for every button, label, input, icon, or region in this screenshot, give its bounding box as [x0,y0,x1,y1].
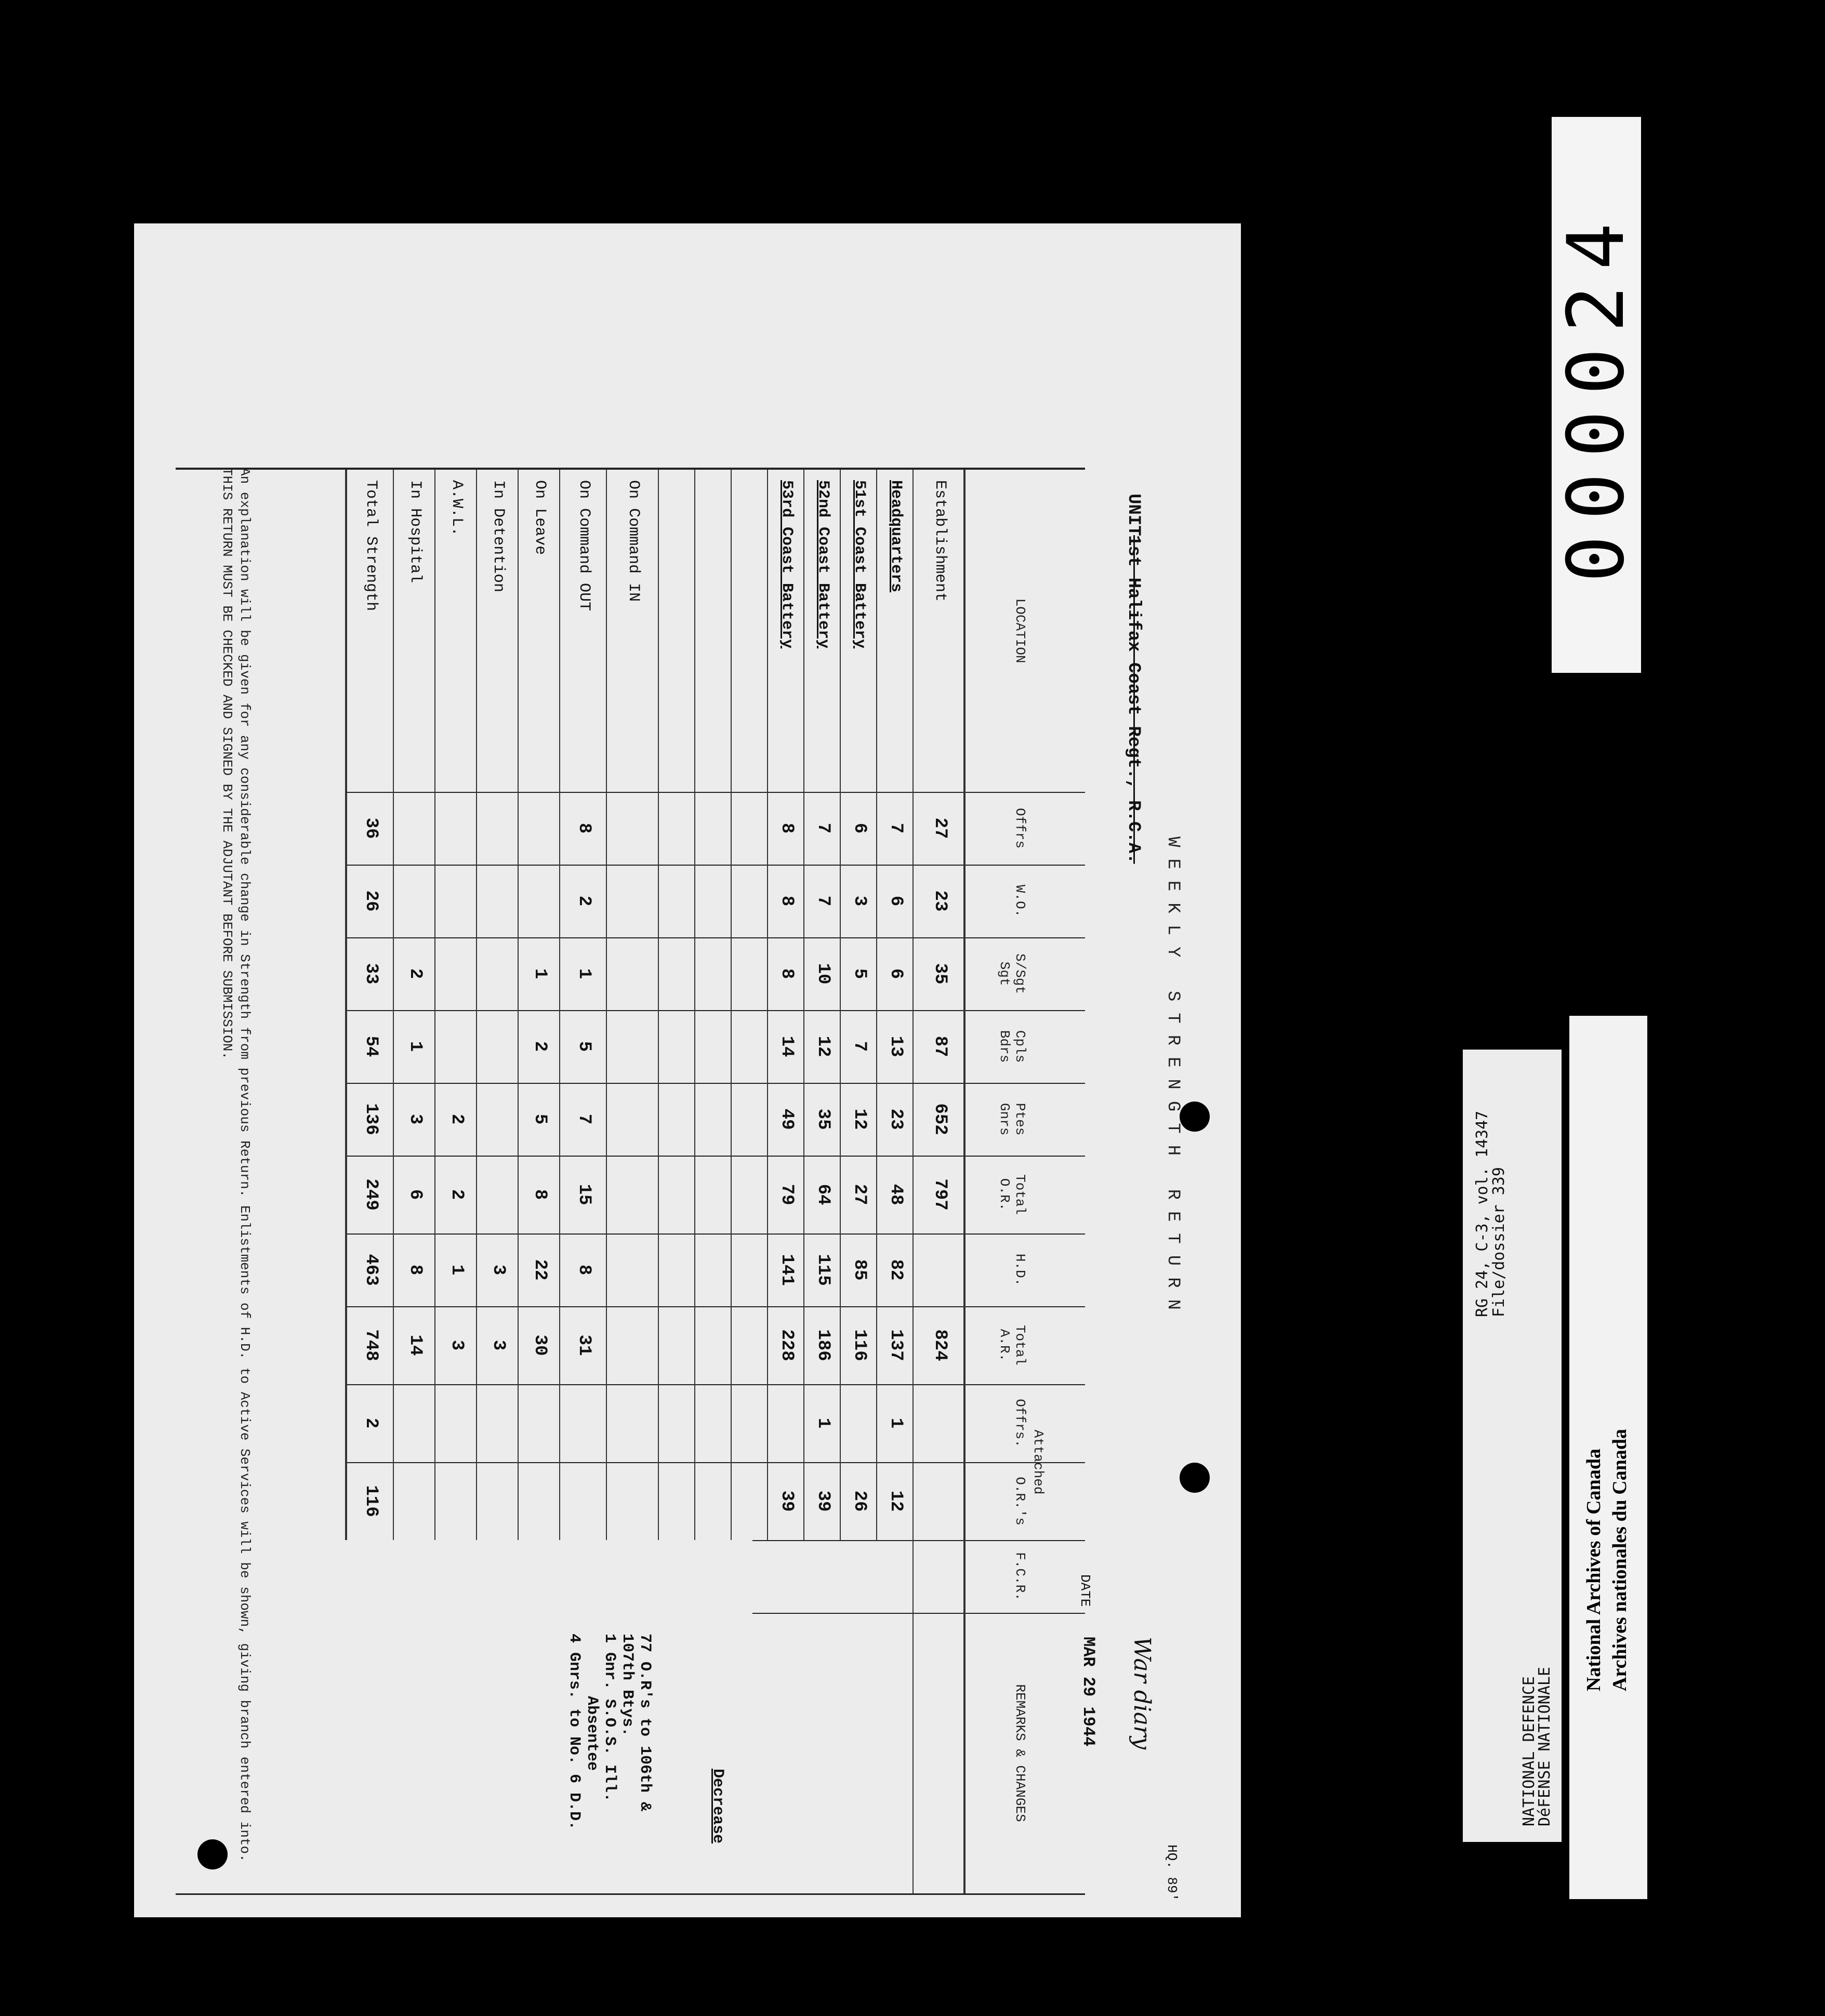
table-cell: 1 [813,1417,833,1429]
handwritten-note: War diary [1129,1637,1155,1750]
table-cell: 186 [813,1329,833,1361]
column-divider [347,1083,1085,1084]
table-cell: 33 [361,963,381,985]
column-header: S/Sgt Sgt [997,953,1028,994]
table-cell: 35 [930,963,950,985]
table-cell: 8 [405,1264,425,1276]
column-divider [752,1613,1085,1614]
table-cell: 8 [530,1189,550,1200]
table-cell: 1 [405,1041,425,1052]
column-divider [347,1462,1085,1463]
row-location: A.W.L. [448,480,466,537]
table-cell: 27 [850,1184,869,1205]
table-cell: 12 [886,1490,906,1512]
column-divider [347,865,1085,866]
table-cell: 115 [813,1254,833,1286]
column-header: Offrs [1012,807,1028,848]
national-archives-en: National Archives of Canada [1583,1449,1605,1691]
table-cell: 5 [850,968,869,979]
table-cell: 85 [850,1259,869,1281]
row-location: 53rd Coast Battery [778,480,796,649]
row-divider [345,470,347,1540]
column-divider [347,937,1085,938]
table-cell: 12 [850,1108,869,1130]
row-divider [518,470,519,1540]
table-cell: 10 [813,963,833,985]
column-divider [752,1540,1085,1541]
table-cell: 31 [574,1334,594,1356]
row-location: On Command IN [625,480,642,602]
row-divider [559,470,560,1540]
table-cell: 26 [850,1490,869,1512]
row-location: Total Strength [362,480,380,612]
table-cell: 8 [574,823,594,834]
table-cell: 6 [405,1189,425,1200]
table-cell: 824 [930,1329,950,1361]
table-cell: 23 [886,1108,906,1130]
table-cell: 15 [574,1184,594,1205]
table-cell: 54 [361,1036,381,1057]
table-cell: 7 [813,895,833,907]
attached-group-header: Attached [1030,1429,1046,1495]
row-divider [434,470,435,1540]
table-cell: 1 [447,1264,467,1276]
table-cell: 79 [777,1184,797,1205]
table-cell: 3 [488,1339,508,1351]
table-cell: 1 [530,968,550,979]
column-header: F.C.R. [1012,1552,1028,1601]
column-header: LOCATION [1012,598,1028,664]
column-header: H.D. [1012,1253,1028,1286]
hq-reference: HQ. 89' [1164,1845,1180,1902]
table-cell: 228 [777,1329,797,1361]
table-cell: 6 [850,823,869,834]
national-defence-label [1463,1050,1562,1842]
punch-hole [1180,1102,1210,1132]
national-archives-label [1569,1016,1647,1899]
table-cell: 48 [886,1184,906,1205]
file-dossier-ref: File/dossier 339 [1490,1167,1508,1317]
strength-table [176,468,1085,1895]
column-divider [347,1384,1085,1385]
table-cell: 14 [405,1334,425,1356]
table-cell: 8 [777,823,797,834]
column-divider [347,1306,1085,1307]
unit-value: 1st Halifax Coast Regt., R.C.A. [1123,535,1143,864]
table-cell: 35 [813,1108,833,1130]
table-cell: 748 [361,1329,381,1361]
table-cell: 5 [530,1113,550,1125]
remarks-line: 107th Btys. [618,1634,636,1737]
column-divider [347,1234,1085,1235]
table-cell: 22 [530,1259,550,1281]
remarks-heading: Decrease [709,1769,726,1844]
row-divider [767,470,768,1540]
table-cell: 141 [777,1254,797,1286]
footnote: An explanation will be given for any considerable change in Strength from previous Return. Enlistments of H.D. to Active Services will be shown, giving branch entered into. THIS RETURN MUST BE CHECKED AND SIGNED BY THE ADJUTANT BEFORE SUBMISSION. [219,468,253,1862]
table-cell: 116 [850,1329,869,1361]
table-cell: 1 [886,1417,906,1429]
table-cell: 23 [930,890,950,912]
date-label: DATE [1077,1574,1093,1607]
column-divider [347,1010,1085,1011]
table-cell: 39 [777,1490,797,1512]
row-location: On Leave [531,480,549,555]
table-cell: 8 [777,895,797,907]
table-cell: 7 [886,823,906,834]
table-cell: 3 [850,895,869,907]
punch-hole [1180,1463,1210,1493]
column-divider [347,792,1085,793]
national-defence-fr: DéFENSE NATIONALE [1536,1666,1554,1826]
table-cell: 39 [813,1490,833,1512]
table-cell: 3 [447,1339,467,1351]
table-cell: 82 [886,1259,906,1281]
table-cell: 7 [574,1113,594,1125]
column-header: O.R.'s [1012,1477,1028,1526]
column-header: REMARKS & CHANGES [1012,1684,1028,1822]
table-cell: 2 [405,968,425,979]
column-header: Cpls Bdrs [997,1030,1028,1063]
archive-number: 000024 [1551,207,1642,582]
row-divider [912,470,914,1893]
row-location: In Detention [490,480,507,593]
row-location: 52nd Coast Battery [814,480,832,649]
row-divider [476,470,477,1540]
remarks-line: Absentee [583,1696,601,1771]
table-cell: 6 [886,895,906,907]
table-cell: 3 [405,1113,425,1125]
table-cell: 249 [361,1178,381,1211]
document-card [134,223,1210,1917]
date-value: MAR 29 1944 [1079,1637,1098,1747]
table-cell: 652 [930,1103,950,1135]
table-cell: 36 [361,817,381,839]
column-header: Offrs. [1012,1399,1028,1448]
table-cell: 2 [447,1113,467,1125]
table-cell: 14 [777,1036,797,1057]
strength-return-form [165,223,1241,1917]
row-location: On Command OUT [575,480,593,612]
unit-label: UNIT [1123,494,1143,536]
row-divider [731,470,732,1540]
row-location: 51st Coast Battery [851,480,868,649]
row-divider [694,470,695,1540]
table-cell: 64 [813,1184,833,1205]
table-cell: 26 [361,890,381,912]
table-cell: 7 [850,1041,869,1052]
column-header: Total A.R. [997,1324,1028,1365]
row-divider [393,470,394,1540]
table-cell: 7 [813,823,833,834]
table-cell: 30 [530,1334,550,1356]
column-header: Total O.R. [997,1174,1028,1215]
remarks-line: 77 O.R's to 106th & [636,1634,654,1812]
table-cell: 2 [530,1041,550,1052]
row-divider [803,470,804,1540]
remarks-line: 4 Gnrs. to No. 6 D.D. [565,1634,583,1831]
table-cell: 463 [361,1254,381,1286]
table-cell: 8 [777,968,797,979]
table-cell: 2 [361,1417,381,1429]
archive-number-strip [1552,117,1641,673]
row-divider [840,470,841,1540]
column-header: Ptes Gnrs [997,1103,1028,1136]
table-cell: 8 [574,1264,594,1276]
table-cell: 3 [488,1264,508,1276]
national-archives-fr: Archives nationales du Canada [1609,1428,1631,1691]
row-location: Establishment [931,480,949,602]
table-cell: 116 [361,1485,381,1517]
table-cell: 27 [930,817,950,839]
table-cell: 13 [886,1036,906,1057]
table-cell: 12 [813,1036,833,1057]
table-cell: 2 [447,1189,467,1200]
table-cell: 49 [777,1108,797,1130]
form-title: WEEKLY STRENGTH RETURN [1163,837,1183,1321]
table-cell: 1 [574,968,594,979]
table-cell: 136 [361,1103,381,1135]
row-divider [876,470,877,1540]
row-divider [658,470,659,1540]
table-cell: 87 [930,1036,950,1057]
row-divider [606,470,607,1540]
table-cell: 6 [886,968,906,979]
remarks-line: 1 Gnr. S.O.S. Ill. [601,1634,618,1802]
table-cell: 137 [886,1329,906,1361]
row-location: In Hospital [406,480,424,583]
row-location: Headquarters [887,480,905,593]
header-divider [963,470,966,1893]
column-divider [347,1156,1085,1157]
national-defence-en: NATIONAL DEFENCE [1520,1676,1538,1826]
table-cell: 2 [574,895,594,907]
table-cell: 5 [574,1041,594,1052]
record-group-ref: RG 24, C-3, vol. 14347 [1473,1110,1491,1317]
table-cell: 797 [930,1178,950,1211]
column-header: W.O. [1012,884,1028,918]
